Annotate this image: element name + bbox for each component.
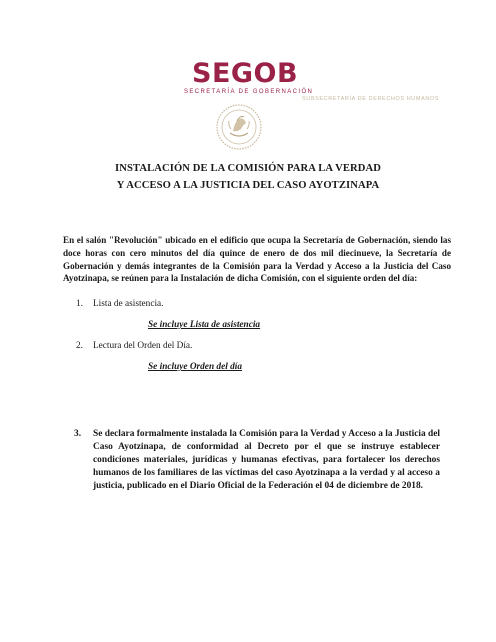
agenda-item-1 bbox=[76, 299, 163, 309]
segob-logo: SEGOB bbox=[192, 58, 299, 89]
item-number: 1. bbox=[76, 299, 83, 309]
header-subsecretaria: SUBSECRETARÍA DE DERECHOS HUMANOS bbox=[302, 96, 440, 102]
item-2-note: Se incluye Orden del día bbox=[148, 362, 242, 372]
logo-subtitle: SECRETARÍA DE GOBERNACIÓN bbox=[184, 89, 314, 95]
item-1-note: Se incluye Lista de asistencia bbox=[148, 320, 261, 330]
intro-paragraph: En el salón "Revolución" ubicado en el edificio que ocupa la Secretaría de Gobernación, siendo las doce horas con cero minutos del día quince de enero de dos mil diecinueve, la Secretaría de Gobernación y demás integrantes de la Comisión para la Verdad y Acceso a la Justicia del Caso Ayotzinapa, se reúnen para la Instalación de dicha Comisión, con el siguiente orden del día: bbox=[63, 235, 451, 284]
item-number: 2. bbox=[76, 341, 83, 351]
item-text: Lectura del Orden del Día. bbox=[93, 341, 193, 351]
agenda-item-2 bbox=[76, 341, 192, 351]
item-number: 3. bbox=[74, 429, 82, 439]
item-text: Se declara formalmente instalada la Comisión para la Verdad y Acceso a la Justicia del Caso Ayotzinapa, de conformidad al Decreto por el que se instruye establecer condiciones materiales, jurídicas y humanas efectivas, para fortalecer los derechos humanos de los familiares de las víctimas del caso Ayotzinapa a la verdad y al acceso a justicia, publicado en el Diario Oficial de la Federación el 04 de diciembre de 2018. bbox=[93, 429, 440, 491]
document-title bbox=[60, 160, 436, 194]
coat-of-arms-seal-icon bbox=[215, 103, 263, 151]
item-text: Lista de asistencia. bbox=[93, 299, 164, 309]
title-line-1: INSTALACIÓN DE LA COMISIÓN PARA LA VERDAD bbox=[114, 163, 382, 174]
agenda-item-3 bbox=[76, 428, 440, 493]
title-line-2: Y ACCESO A LA JUSTICIA DEL CASO AYOTZINAPA bbox=[116, 180, 380, 191]
